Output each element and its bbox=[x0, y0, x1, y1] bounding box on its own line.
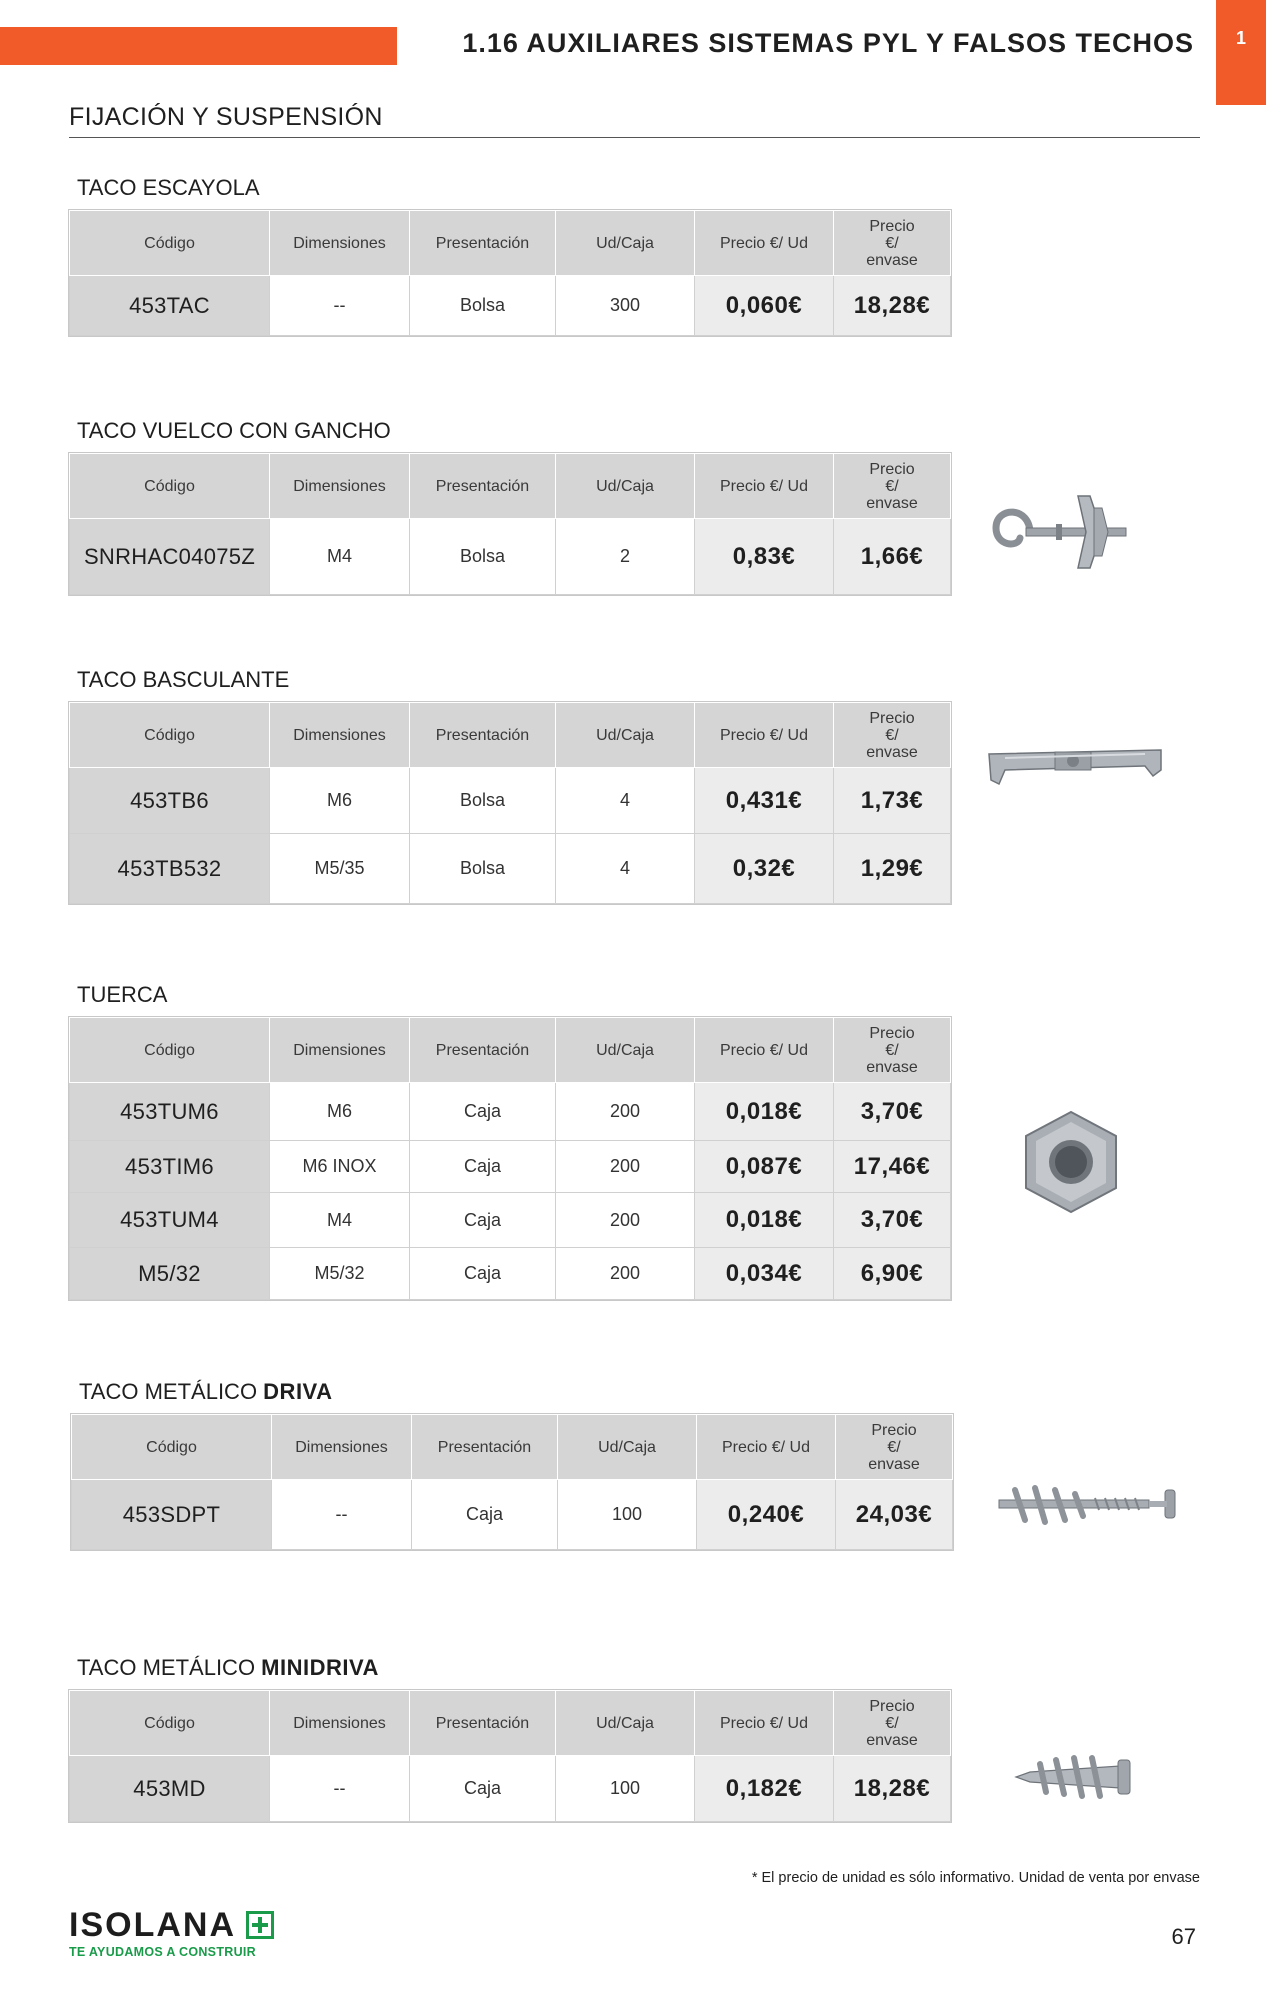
cell-price-unit: 0,83€ bbox=[695, 519, 834, 595]
column-header: Presentación bbox=[412, 1415, 558, 1480]
cell-code: 453TB6 bbox=[70, 768, 270, 834]
cell-price-unit: 0,182€ bbox=[695, 1756, 834, 1822]
cell-pres: Bolsa bbox=[410, 276, 556, 336]
cell-code: 453TUM4 bbox=[70, 1193, 270, 1248]
cell-dim: M6 INOX bbox=[270, 1141, 410, 1193]
cell-price-unit: 0,240€ bbox=[697, 1480, 836, 1550]
column-header: Dimensiones bbox=[272, 1415, 412, 1480]
column-header: Código bbox=[72, 1415, 272, 1480]
table-row bbox=[70, 1141, 951, 1193]
product-block bbox=[69, 667, 951, 904]
column-header: Ud/Caja bbox=[558, 1415, 697, 1480]
cell-price-pack: 1,29€ bbox=[834, 834, 951, 904]
product-title-prefix: TUERCA bbox=[77, 982, 168, 1007]
price-footnote: * El precio de unidad es sólo informativo. Unidad de venta por envase bbox=[751, 1870, 1200, 1886]
cell-qty: 200 bbox=[556, 1193, 695, 1248]
column-header: Código bbox=[70, 454, 270, 519]
product-title-prefix: TACO METÁLICO bbox=[77, 1655, 262, 1680]
column-header: Precio €/ Ud bbox=[697, 1415, 836, 1480]
table-row bbox=[70, 519, 951, 595]
cell-qty: 200 bbox=[556, 1141, 695, 1193]
cell-dim: -- bbox=[270, 276, 410, 336]
cell-price-pack: 3,70€ bbox=[834, 1193, 951, 1248]
column-header: Ud/Caja bbox=[556, 211, 695, 276]
product-block bbox=[69, 982, 951, 1300]
column-header: Código bbox=[70, 703, 270, 768]
column-header: Presentación bbox=[410, 211, 556, 276]
header-accent-bar bbox=[0, 27, 397, 65]
cell-pres: Caja bbox=[412, 1480, 558, 1550]
logo-wordmark: ISOLANA bbox=[69, 1906, 236, 1944]
column-header: Dimensiones bbox=[270, 454, 410, 519]
price-table bbox=[69, 1017, 951, 1300]
logo-tagline: TE AYUDAMOS A CONSTRUIR bbox=[69, 1945, 257, 1959]
column-header: Dimensiones bbox=[270, 211, 410, 276]
cell-code: 453MD bbox=[70, 1756, 270, 1822]
cell-code: SNRHAC04075Z bbox=[70, 519, 270, 595]
cell-code: 453TIM6 bbox=[70, 1141, 270, 1193]
product-block bbox=[71, 1379, 953, 1550]
cell-price-unit: 0,060€ bbox=[695, 276, 834, 336]
product-block bbox=[69, 1655, 951, 1822]
cell-dim: M6 bbox=[270, 768, 410, 834]
column-header: Precio €/ envase bbox=[834, 703, 951, 768]
cell-qty: 300 bbox=[556, 276, 695, 336]
product-title-brand: DRIVA bbox=[263, 1379, 333, 1404]
cell-dim: -- bbox=[272, 1480, 412, 1550]
column-header: Ud/Caja bbox=[556, 703, 695, 768]
cell-pres: Bolsa bbox=[410, 768, 556, 834]
cell-dim: M4 bbox=[270, 1193, 410, 1248]
column-header: Dimensiones bbox=[270, 703, 410, 768]
price-table bbox=[71, 1414, 953, 1550]
cell-price-unit: 0,431€ bbox=[695, 768, 834, 834]
column-header: Presentación bbox=[410, 454, 556, 519]
hex-nut-icon bbox=[1016, 1108, 1126, 1218]
price-table bbox=[69, 1690, 951, 1822]
chapter-tab: 1 bbox=[1216, 0, 1266, 105]
cell-code: 453TUM6 bbox=[70, 1083, 270, 1141]
column-header: Precio €/ Ud bbox=[695, 211, 834, 276]
cell-price-pack: 1,73€ bbox=[834, 768, 951, 834]
price-table bbox=[69, 210, 951, 336]
cell-pres: Caja bbox=[410, 1141, 556, 1193]
cell-dim: M4 bbox=[270, 519, 410, 595]
logo-plus-icon bbox=[246, 1911, 274, 1939]
product-title-prefix: TACO METÁLICO bbox=[79, 1379, 264, 1404]
cell-code: 453SDPT bbox=[72, 1480, 272, 1550]
hook-toggle-anchor-icon bbox=[990, 488, 1140, 578]
cell-qty: 4 bbox=[556, 834, 695, 904]
product-title bbox=[77, 667, 951, 693]
cell-price-pack: 3,70€ bbox=[834, 1083, 951, 1141]
cell-qty: 2 bbox=[556, 519, 695, 595]
column-header: Código bbox=[70, 211, 270, 276]
cell-qty: 100 bbox=[556, 1756, 695, 1822]
section-divider bbox=[69, 137, 1200, 138]
cell-code: M5/32 bbox=[70, 1248, 270, 1300]
cell-code: 453TAC bbox=[70, 276, 270, 336]
product-title-prefix: TACO BASCULANTE bbox=[77, 667, 290, 692]
product-title bbox=[77, 982, 951, 1008]
cell-pres: Bolsa bbox=[410, 834, 556, 904]
cell-price-pack: 24,03€ bbox=[836, 1480, 953, 1550]
product-title-prefix: TACO VUELCO CON GANCHO bbox=[77, 418, 391, 443]
column-header: Código bbox=[70, 1691, 270, 1756]
column-header: Ud/Caja bbox=[556, 1691, 695, 1756]
product-title bbox=[79, 1379, 953, 1405]
cell-price-unit: 0,32€ bbox=[695, 834, 834, 904]
column-header: Presentación bbox=[410, 1691, 556, 1756]
cell-dim: M6 bbox=[270, 1083, 410, 1141]
cell-qty: 200 bbox=[556, 1083, 695, 1141]
table-row bbox=[70, 768, 951, 834]
isolana-logo bbox=[69, 1908, 274, 1959]
column-header: Precio €/ Ud bbox=[695, 1018, 834, 1083]
price-table bbox=[69, 702, 951, 904]
minidriva-anchor-icon bbox=[1010, 1752, 1140, 1802]
table-row bbox=[70, 1756, 951, 1822]
cell-pres: Caja bbox=[410, 1193, 556, 1248]
driva-anchor-screw-icon bbox=[995, 1480, 1185, 1530]
product-title-prefix: TACO ESCAYOLA bbox=[77, 175, 260, 200]
product-title-brand: MINIDRIVA bbox=[261, 1655, 379, 1680]
column-header: Dimensiones bbox=[270, 1018, 410, 1083]
column-header: Presentación bbox=[410, 703, 556, 768]
cell-price-unit: 0,018€ bbox=[695, 1193, 834, 1248]
cell-qty: 100 bbox=[558, 1480, 697, 1550]
toggle-bolt-icon bbox=[985, 740, 1165, 800]
cell-code: 453TB532 bbox=[70, 834, 270, 904]
cell-dim: -- bbox=[270, 1756, 410, 1822]
cell-price-unit: 0,034€ bbox=[695, 1248, 834, 1300]
cell-price-pack: 18,28€ bbox=[834, 1756, 951, 1822]
column-header: Precio €/ envase bbox=[834, 211, 951, 276]
product-title bbox=[77, 175, 951, 201]
column-header: Ud/Caja bbox=[556, 1018, 695, 1083]
table-row bbox=[72, 1480, 953, 1550]
column-header: Presentación bbox=[410, 1018, 556, 1083]
cell-price-unit: 0,018€ bbox=[695, 1083, 834, 1141]
table-row bbox=[70, 1083, 951, 1141]
column-header: Dimensiones bbox=[270, 1691, 410, 1756]
cell-price-pack: 1,66€ bbox=[834, 519, 951, 595]
column-header: Precio €/ envase bbox=[836, 1415, 953, 1480]
cell-pres: Caja bbox=[410, 1083, 556, 1141]
column-header: Precio €/ Ud bbox=[695, 454, 834, 519]
cell-pres: Bolsa bbox=[410, 519, 556, 595]
cell-qty: 4 bbox=[556, 768, 695, 834]
section-title: FIJACIÓN Y SUSPENSIÓN bbox=[69, 103, 383, 131]
cell-price-unit: 0,087€ bbox=[695, 1141, 834, 1193]
cell-dim: M5/35 bbox=[270, 834, 410, 904]
price-table bbox=[69, 453, 951, 595]
column-header: Código bbox=[70, 1018, 270, 1083]
product-title bbox=[77, 1655, 951, 1681]
table-row bbox=[70, 1248, 951, 1300]
column-header: Precio €/ envase bbox=[834, 1691, 951, 1756]
table-row bbox=[70, 1193, 951, 1248]
cell-pres: Caja bbox=[410, 1756, 556, 1822]
product-title bbox=[77, 418, 951, 444]
cell-pres: Caja bbox=[410, 1248, 556, 1300]
cell-price-pack: 17,46€ bbox=[834, 1141, 951, 1193]
cell-qty: 200 bbox=[556, 1248, 695, 1300]
column-header: Ud/Caja bbox=[556, 454, 695, 519]
column-header: Precio €/ Ud bbox=[695, 1691, 834, 1756]
cell-price-pack: 6,90€ bbox=[834, 1248, 951, 1300]
column-header: Precio €/ envase bbox=[834, 1018, 951, 1083]
product-block bbox=[69, 418, 951, 595]
column-header: Precio €/ Ud bbox=[695, 703, 834, 768]
cell-price-pack: 18,28€ bbox=[834, 276, 951, 336]
page-header-title: 1.16 AUXILIARES SISTEMAS PYL Y FALSOS TECHOS bbox=[462, 28, 1194, 58]
column-header: Precio €/ envase bbox=[834, 454, 951, 519]
product-block bbox=[69, 175, 951, 336]
cell-dim: M5/32 bbox=[270, 1248, 410, 1300]
page-number: 67 bbox=[1171, 1924, 1196, 1949]
table-row bbox=[70, 276, 951, 336]
table-row bbox=[70, 834, 951, 904]
